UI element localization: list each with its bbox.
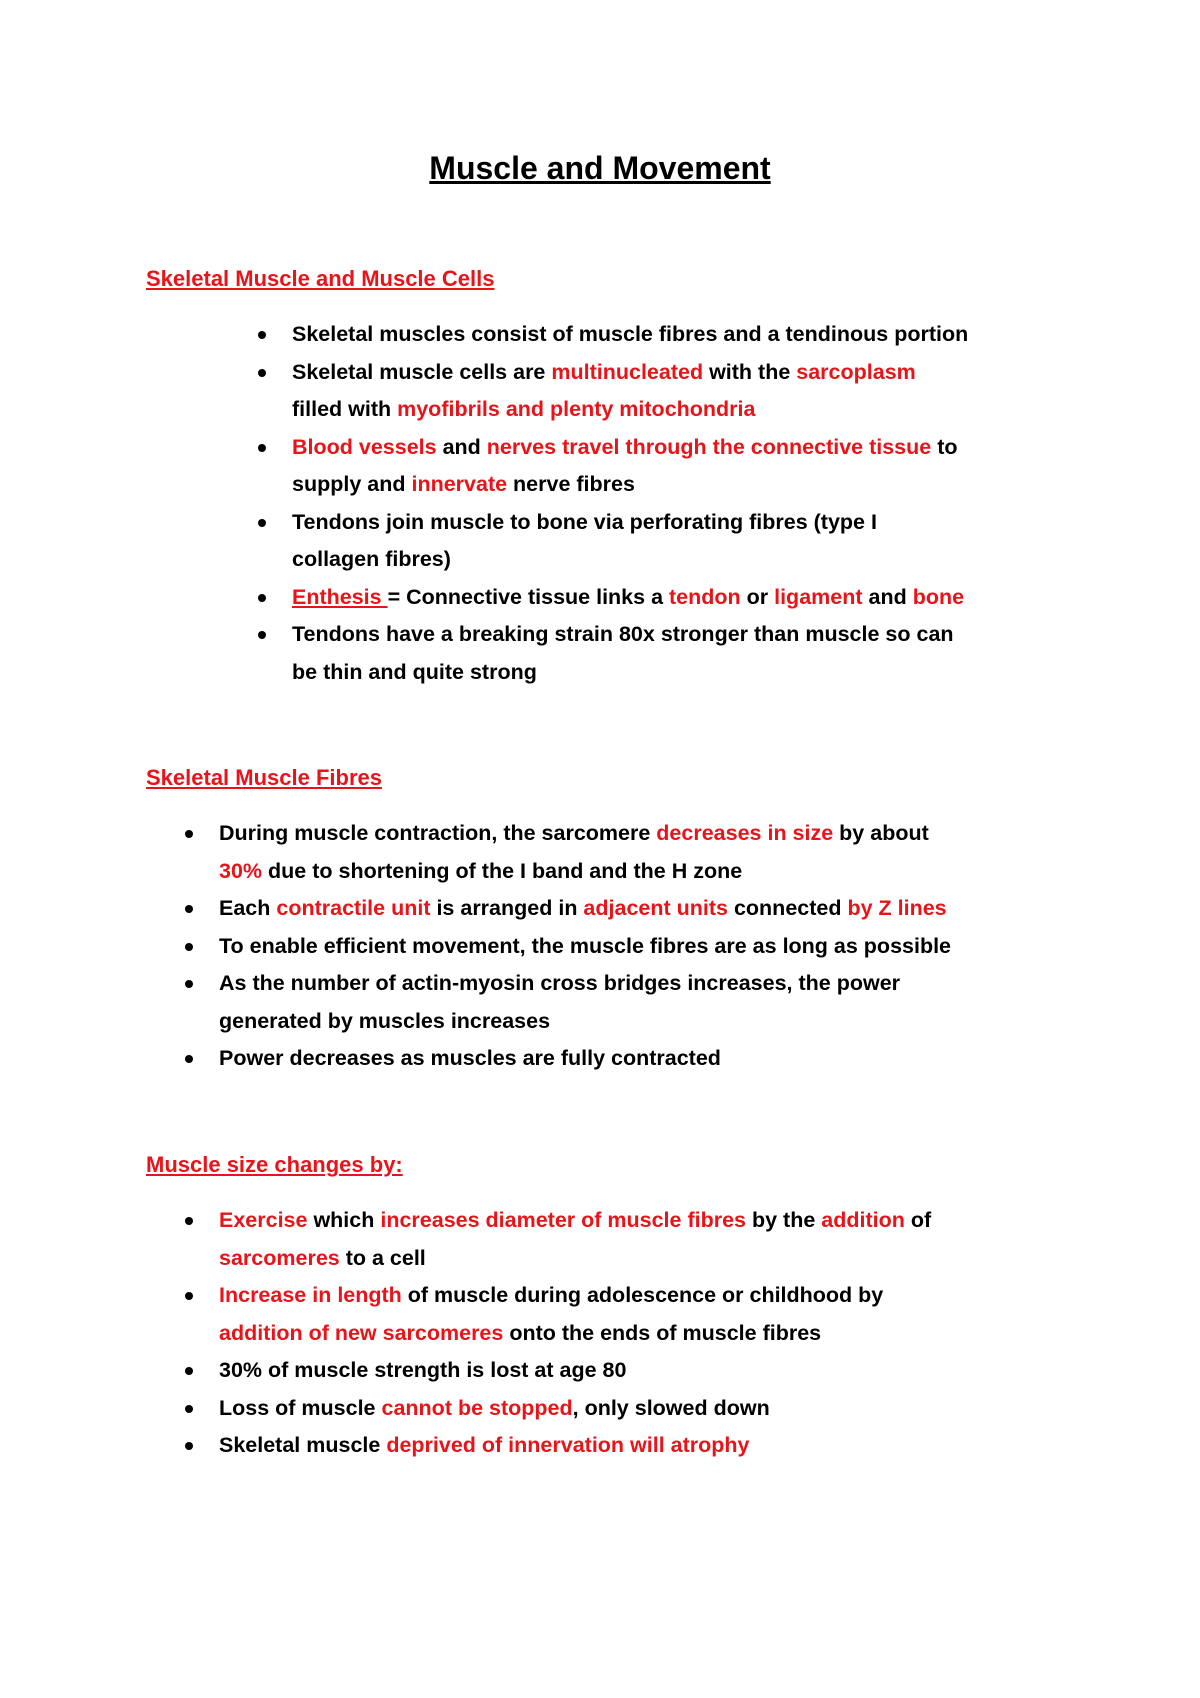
bullet-icon xyxy=(185,943,193,951)
bullet-icon xyxy=(185,905,193,913)
text-run: tendon xyxy=(669,584,741,609)
text-run: of xyxy=(904,1208,932,1232)
list-item xyxy=(219,1277,1099,1352)
section-heading-skeletal-muscle-fibres: Skeletal Muscle Fibres xyxy=(146,765,382,790)
text-run: Loss of muscle xyxy=(219,1395,382,1420)
text-run: onto the ends of muscle fibres xyxy=(503,1320,822,1345)
bullet-icon xyxy=(258,369,266,377)
text-run: myofibrils and plenty mitochondria xyxy=(397,397,756,421)
text-run: by about xyxy=(833,821,929,845)
section-heading-skeletal-muscle-cells: Skeletal Muscle and Muscle Cells xyxy=(146,266,495,291)
text-run: Enthesis xyxy=(292,584,388,609)
bullet-icon xyxy=(185,980,193,988)
text-run: Power decreases as muscles are fully contracted xyxy=(219,1046,721,1070)
bullet-icon xyxy=(258,331,266,339)
text-run: multinucleated xyxy=(551,359,704,384)
text-run: and xyxy=(862,584,913,609)
text-run: ligament xyxy=(774,584,863,609)
text-run: and xyxy=(436,434,487,459)
text-run: adjacent units xyxy=(583,896,728,920)
text-run: Tendons join muscle to bone via perforating fibres (type I xyxy=(292,509,877,534)
text-run: Increase in length xyxy=(219,1283,402,1307)
list-item xyxy=(292,504,1092,579)
page-title xyxy=(0,150,1200,187)
bullet-list-muscle-cells xyxy=(292,316,1092,691)
text-run: nerve fibres xyxy=(507,472,635,496)
text-run: collagen fibres) xyxy=(292,547,451,571)
list-item xyxy=(219,1427,1099,1465)
text-run: of muscle during adolescence or childhood by xyxy=(401,1283,884,1307)
text-run: with the xyxy=(703,359,797,384)
text-run: sarcoplasm xyxy=(796,359,916,384)
list-item xyxy=(292,429,1092,504)
text-run: addition of new sarcomeres xyxy=(219,1320,504,1345)
text-run: cannot be stopped xyxy=(381,1395,573,1420)
text-run: Blood vessels xyxy=(292,434,437,459)
text-run: supply and xyxy=(292,472,412,496)
list-item xyxy=(219,928,1099,966)
bullet-icon xyxy=(258,444,266,452)
text-run: which xyxy=(307,1208,381,1232)
list-item xyxy=(219,1390,1099,1428)
list-item xyxy=(219,965,1099,1040)
text-run: sarcomeres xyxy=(219,1245,340,1270)
bullet-icon xyxy=(258,594,266,602)
bullet-icon xyxy=(185,1405,193,1413)
text-run: During muscle contraction, the sarcomere xyxy=(219,821,657,845)
bullet-icon xyxy=(185,1292,193,1300)
list-item xyxy=(292,616,1092,691)
bullet-icon xyxy=(258,631,266,639)
text-run: by the xyxy=(746,1208,822,1232)
bullet-icon xyxy=(185,1055,193,1063)
text-run: generated by muscles increases xyxy=(219,1008,551,1033)
text-run: to a cell xyxy=(339,1245,426,1270)
text-run: decreases in size xyxy=(656,821,834,845)
list-item xyxy=(292,354,1092,429)
bullet-icon xyxy=(185,1367,193,1375)
text-run: increases diameter of muscle fibres xyxy=(380,1208,747,1232)
text-run: be thin and quite strong xyxy=(292,659,537,684)
section-heading-muscle-size-changes: Muscle size changes by: xyxy=(146,1152,403,1177)
text-run: innervate xyxy=(411,472,508,496)
list-item xyxy=(219,1352,1099,1390)
text-run: due to shortening of the I band and the H zone xyxy=(262,858,743,883)
bullet-list-muscle-fibres xyxy=(219,815,1099,1078)
text-run: connected xyxy=(727,896,848,920)
text-run: , only slowed down xyxy=(572,1395,770,1420)
list-item xyxy=(219,815,1099,890)
text-run: or xyxy=(740,584,775,609)
list-item xyxy=(219,1040,1099,1078)
text-run: Each xyxy=(219,896,277,920)
text-run: To enable efficient movement, the muscle fibres are as long as possible xyxy=(219,933,952,958)
text-run: As the number of actin-myosin cross bridges increases, the power xyxy=(219,971,901,995)
text-run: is arranged in xyxy=(430,896,584,920)
list-item xyxy=(292,316,1092,354)
text-run: Muscle and Movement xyxy=(429,150,771,186)
text-run: filled with xyxy=(292,397,398,421)
text-run: Tendons have a breaking strain 80x stronger than muscle so can xyxy=(292,622,954,646)
list-item xyxy=(219,890,1099,928)
text-run: addition xyxy=(821,1208,905,1232)
list-item xyxy=(219,1202,1099,1277)
bullet-list-muscle-size xyxy=(219,1202,1099,1465)
text-run: 30% of muscle strength is lost at age 80 xyxy=(219,1358,627,1382)
text-run: = Connective tissue links a xyxy=(387,584,669,609)
text-run: Skeletal muscle cells are xyxy=(292,359,552,384)
text-run: to xyxy=(931,434,958,459)
list-item xyxy=(292,579,1092,617)
bullet-icon xyxy=(185,1217,193,1225)
text-run: 30% xyxy=(219,858,263,883)
text-run: Skeletal muscle xyxy=(219,1433,387,1457)
text-run: Skeletal muscles consist of muscle fibres and a tendinous portion xyxy=(292,322,969,346)
bullet-icon xyxy=(258,519,266,527)
text-run: nerves travel through the connective tissue xyxy=(486,434,932,459)
text-run: by Z lines xyxy=(847,896,947,920)
text-run: bone xyxy=(912,584,965,609)
text-run: contractile unit xyxy=(276,896,431,920)
bullet-icon xyxy=(185,1442,193,1450)
text-run: deprived of innervation will atrophy xyxy=(386,1433,750,1457)
bullet-icon xyxy=(185,830,193,838)
text-run: Exercise xyxy=(219,1208,308,1232)
